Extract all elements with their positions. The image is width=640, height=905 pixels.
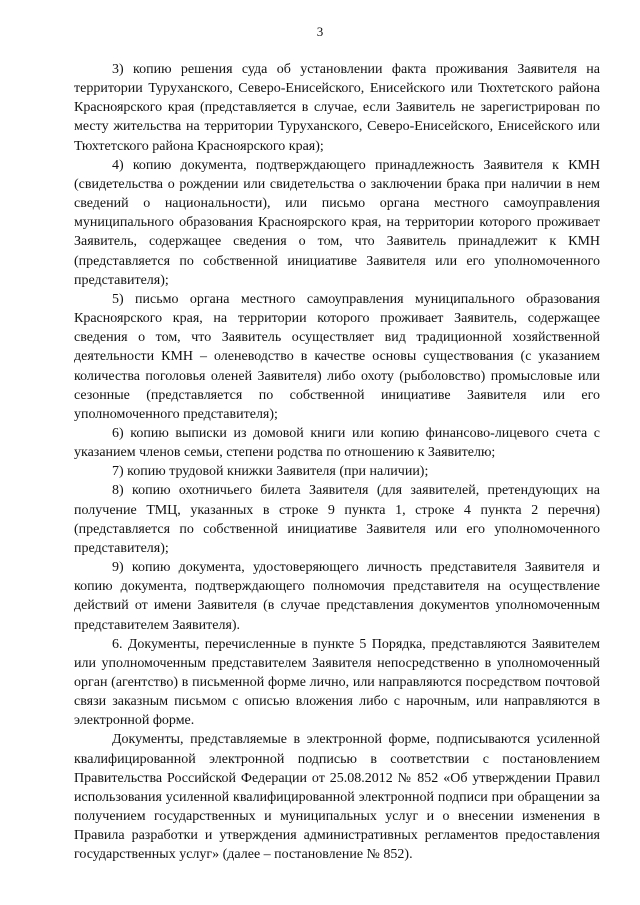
paragraph-electronic-documents: Документы, представляемые в электронной форме, подписываются усиленной квалифицированной электронной подписью в соответствии с постановлением Правительства Российской Федерации от 25.08.2012 № 852 «Об утверждении Правил использования усиленной квалифицированной электронной подписи при обращении за получением государственных и муниципальных услуг и о внесении изменения в Правила разработки и утверждения административных регламентов предоставления государственных услуг» (далее – постановление № 852). [74, 732, 600, 863]
paragraph-item-5: 5) письмо органа местного самоуправления муниципального образования Красноярского края, на территории которого проживает Заявитель, содержащее сведения о том, что Заявитель осуществляет вид традиционной хозяйственной деятельности КМН – оленеводство в качестве основы существования (с указанием количества поголовья оленей Заявителя) либо охоту (рыболовство) промысловые или сезонные (представляется по собственной инициативе Заявителя или его уполномоченного представителя); [74, 291, 600, 422]
paragraph-point-6: 6. Документы, перечисленные в пункте 5 Порядка, представляются Заявителем или уполномоченным представителем Заявителя непосредственно в уполномоченный орган (агентство) в письменной форме лично, или направляются посредством почтовой связи заказным письмом с описью вложения либо с нарочным, или направляются в электронной форме. [74, 636, 600, 729]
paragraph-item-8: 8) копию охотничьего билета Заявителя (для заявителей, претендующих на получение ТМЦ, указанных в строке 9 пункта 1, строке 4 пункта 2 перечня) (представляется по собственной инициативе Заявителя или его уполномоченного представителя); [74, 483, 600, 556]
document-body [74, 60, 600, 865]
paragraph-item-6: 6) копию выписки из домовой книги или копию финансово-лицевого счета с указанием членов семьи, степени родства по отношению к Заявителю; [74, 425, 600, 461]
paragraph-item-4: 4) копию документа, подтверждающего принадлежность Заявителя к КМН (свидетельства о рождении или свидетельства о заключении брака при наличии в нем сведений о национальности), или письмо органа местного самоуправления муниципального образования Красноярского края, на территории которого проживает Заявитель, содержащее сведения о том, что Заявитель принадлежит к КМН (представляется по собственной инициативе Заявителя или его уполномоченного представителя); [74, 157, 600, 288]
paragraph-item-3: 3) копию решения суда об установлении факта проживания Заявителя на территории Туруханского, Северо-Енисейского, Енисейского или Тюхтетского района Красноярского края (представляется в случае, если Заявитель не зарегистрирован по месту жительства на территории Туруханского, Северо-Енисейского, Енисейского или Тюхтетского района Красноярского края); [74, 62, 600, 154]
paragraph-item-9: 9) копию документа, удостоверяющего личность представителя Заявителя и копию документа, подтверждающего полномочия представителя на осуществление действий от имени Заявителя (в случае представления документов уполномоченным представителем Заявителя). [74, 560, 600, 633]
paragraph-item-7: 7) копию трудовой книжки Заявителя (при наличии); [112, 464, 429, 480]
page-number: 3 [316, 24, 324, 39]
